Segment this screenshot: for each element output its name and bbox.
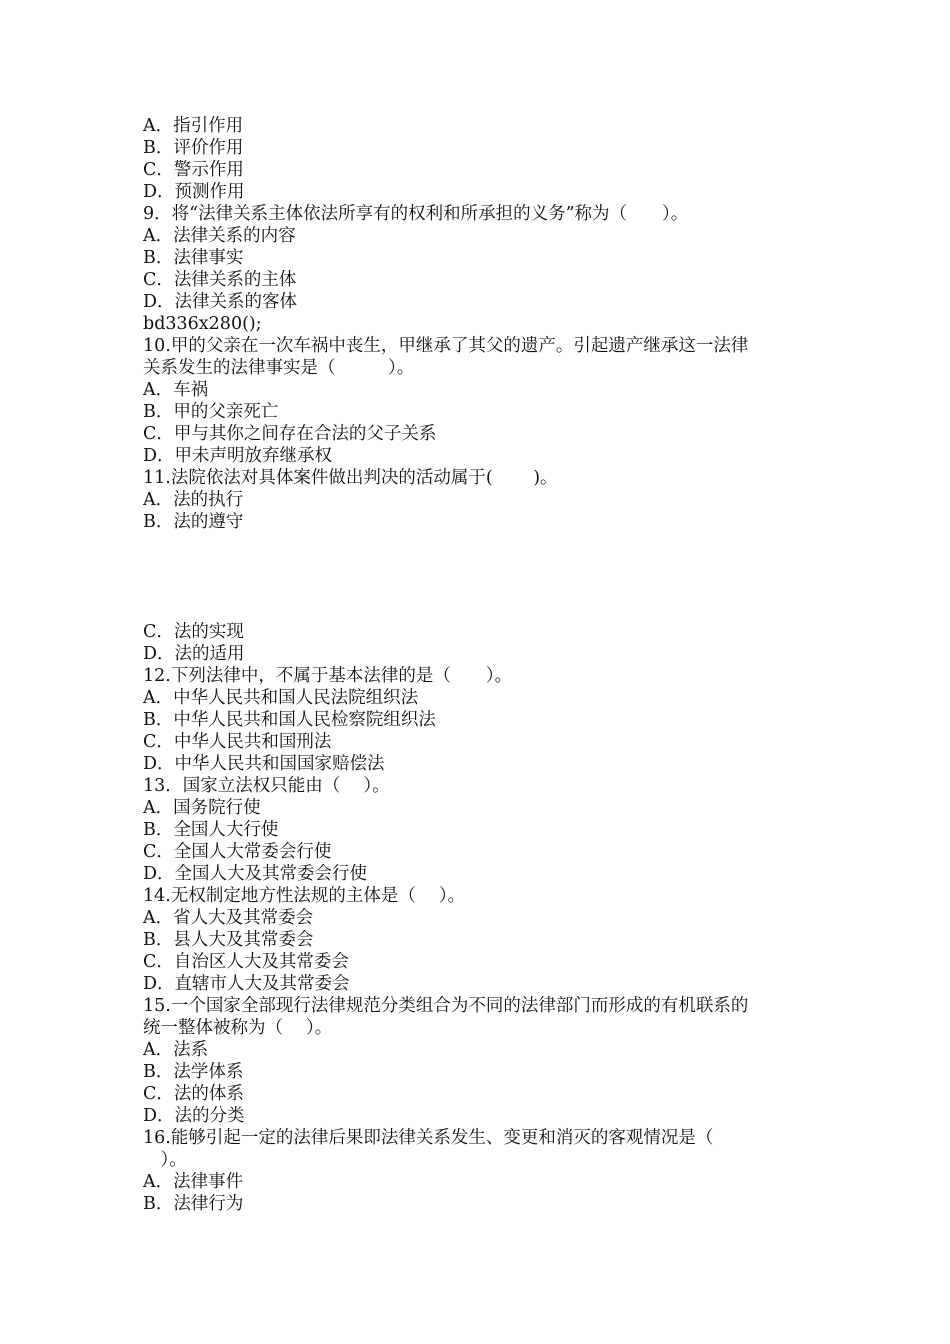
text-line: A．指引作用 [143, 116, 244, 136]
text-line: D．法的适用 [143, 644, 245, 664]
text-line: B．法的遵守 [143, 512, 244, 532]
question-line: 16.能够引起一定的法律后果即法律关系发生、变更和消灭的客观情况是（ [143, 1128, 714, 1148]
question-line: 10.甲的父亲在一次车祸中丧生，甲继承了其父的遗产。引起遗产继承这一法律 [143, 336, 749, 356]
text-line: D．中华人民共和国国家赔偿法 [143, 754, 385, 774]
text-line: C．法律关系的主体 [143, 270, 297, 290]
text-line: C．警示作用 [143, 160, 244, 180]
question-line: 9．将“法律关系主体依法所享有的权利和所承担的义务”称为（ ）。 [143, 204, 689, 224]
text-line: A．省人大及其常委会 [143, 908, 314, 928]
text-line: A．车祸 [143, 380, 209, 400]
text-block-1 [143, 115, 833, 533]
question-line: 关系发生的法律事实是（ ）。 [143, 358, 415, 378]
question-line: 12.下列法律中，不属于基本法律的是（ ）。 [143, 666, 513, 686]
text-line: C．法的体系 [143, 1084, 244, 1104]
text-line: B．甲的父亲死亡 [143, 402, 279, 422]
text-line: A．法律关系的内容 [143, 226, 296, 246]
text-line: C．自治区人大及其常委会 [143, 952, 349, 972]
text-line: D．法的分类 [143, 1106, 245, 1126]
text-line: D．甲未声明放弃继承权 [143, 446, 333, 466]
text-line: C．甲与其你之间存在合法的父子关系 [143, 424, 437, 444]
text-line: C．中华人民共和国刑法 [143, 732, 332, 752]
question-line: 15.一个国家全部现行法律规范分类组合为不同的法律部门而形成的有机联系的 [143, 996, 749, 1016]
text-line: D．全国人大及其常委会行使 [143, 864, 368, 884]
text-line: C．法的实现 [143, 622, 244, 642]
text-line: D．直辖市人大及其常委会 [143, 974, 350, 994]
document-page [143, 115, 833, 1215]
text-line: C．全国人大常委会行使 [143, 842, 332, 862]
text-block-2 [143, 621, 833, 1215]
question-line: 14.无权制定地方性法规的主体是（ ）。 [143, 886, 466, 906]
text-line: D．法律关系的客体 [143, 292, 298, 312]
question-line: ）。 [143, 1150, 187, 1170]
text-line: A．法律事件 [143, 1172, 244, 1192]
text-line: B．中华人民共和国人民检察院组织法 [143, 710, 436, 730]
text-line: B．法律行为 [143, 1194, 244, 1214]
question-line: 11.法院依法对具体案件做出判决的活动属于( )。 [143, 468, 558, 488]
text-line: D．预测作用 [143, 182, 245, 202]
text-line: A．中华人民共和国人民法院组织法 [143, 688, 419, 708]
text-line: B．评价作用 [143, 138, 244, 158]
question-line: 统一整体被称为（ ）。 [143, 1018, 333, 1038]
text-line: A．法的执行 [143, 490, 244, 510]
ad-placeholder-text: bd336x280(); [143, 314, 262, 334]
text-line: A．法系 [143, 1040, 209, 1060]
text-line: B．县人大及其常委会 [143, 930, 314, 950]
question-line: 13．国家立法权只能由（ ）。 [143, 776, 390, 796]
text-line: B．法律事实 [143, 248, 244, 268]
text-line: A．国务院行使 [143, 798, 261, 818]
text-line: B．全国人大行使 [143, 820, 279, 840]
blank-gap [143, 533, 833, 621]
text-line: B．法学体系 [143, 1062, 244, 1082]
